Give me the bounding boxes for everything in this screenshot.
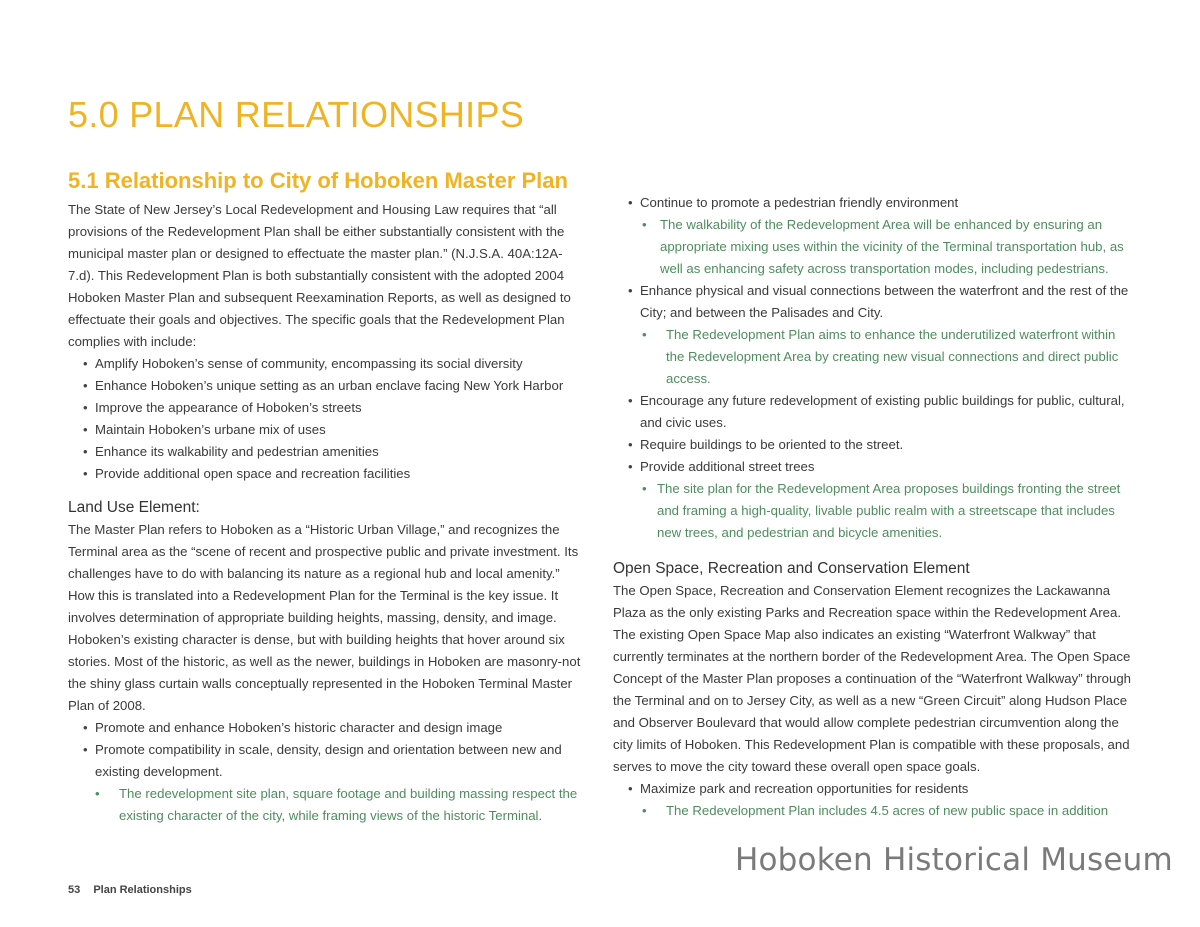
land-use-list [68, 717, 588, 827]
land-use-bullet: • Promote compatibility in scale, density, design and orientation between new and existing development. [68, 739, 588, 783]
page-number: 53 [68, 884, 81, 896]
open-space-paragraph: The Open Space, Recreation and Conservation Element recognizes the Lackawanna Plaza as the only existing Parks and Recreation space within the Redevelopment Area. The existing Open Space Map also indicates an existing “Waterfront Walkway” that currently terminates at the northern border of the Redevelopment Area. The Open Space Concept of the Master Plan proposes a continuation of the “Waterfront Walkway” through the Terminal and on to Jersey City, as well as a new “Green Circuit” along Hudson Place and Observer Boulevard that would allow complete pedestrian circumvention along the city limits of Hoboken. This Redevelopment Plan is compatible with these proposals, and serves to move the city toward these overall open space goals. [613, 583, 1131, 774]
goals-list [68, 353, 588, 485]
response-site-plan: • The site plan for the Redevelopment Area proposes buildings fronting the street and framing a high-quality, livable public realm with a streetscape that includes new trees, and pedestrian and bicycle amenities. [613, 478, 1133, 544]
goal-item: • Amplify Hoboken’s sense of community, encompassing its social diversity [68, 353, 588, 375]
land-use-bullet: • Promote and enhance Hoboken’s historic character and design image [68, 717, 588, 739]
left-column [68, 166, 588, 827]
goal-item: • Improve the appearance of Hoboken’s streets [68, 397, 588, 419]
page-title: 5.0 PLAN RELATIONSHIPS [68, 94, 525, 135]
goal-public-buildings: • Encourage any future redevelopment of existing public buildings for public, cultural, and civic uses. [613, 390, 1133, 434]
section-heading: 5.1 Relationship to City of Hoboken Master Plan [68, 168, 568, 193]
goal-item: • Enhance its walkability and pedestrian amenities [68, 441, 588, 463]
response-public-space: • The Redevelopment Plan includes 4.5 acres of new public space in addition [613, 800, 1133, 822]
goal-street-orientation: • Require buildings to be oriented to the street. [613, 434, 1133, 456]
right-column [613, 192, 1133, 822]
land-use-heading: Land Use Element: [68, 499, 200, 516]
goal-parks: • Maximize park and recreation opportunities for residents [613, 778, 1133, 800]
open-space-list [613, 778, 1133, 822]
goal-item: • Provide additional open space and recreation facilities [68, 463, 588, 485]
museum-watermark: Hoboken Historical Museum [735, 842, 1173, 878]
intro-paragraph: The State of New Jersey’s Local Redevelopment and Housing Law requires that “all provisions of the Redevelopment Plan shall be either substantially consistent with the municipal master plan or designed to effectuate the master plan.” (N.J.S.A. 40A:12A-7.d). This Redevelopment Plan is both substantially consistent with the adopted 2004 Hoboken Master Plan and subsequent Reexamination Reports, as well as designed to effectuate their goals and objectives. The specific goals that the Redevelopment Plan complies with include: [68, 202, 571, 349]
goal-street-trees: • Provide additional street trees [613, 456, 1133, 478]
master-plan-goals-list [613, 192, 1133, 544]
goal-pedestrian: • Continue to promote a pedestrian friendly environment [613, 192, 1133, 214]
goal-item: • Maintain Hoboken’s urbane mix of uses [68, 419, 588, 441]
goal-connections: • Enhance physical and visual connections between the waterfront and the rest of the City; and between the Palisades and City. [613, 280, 1133, 324]
goal-item: • Enhance Hoboken’s unique setting as an urban enclave facing New York Harbor [68, 375, 588, 397]
page-footer [68, 884, 192, 896]
open-space-heading: Open Space, Recreation and Conservation Element [613, 560, 970, 577]
footer-label: Plan Relationships [93, 884, 192, 896]
land-use-response: • The redevelopment site plan, square footage and building massing respect the existing character of the city, while framing views of the historic Terminal. [68, 783, 588, 827]
response-walkability: • The walkability of the Redevelopment Area will be enhanced by ensuring an appropriate mixing uses within the vicinity of the Terminal transportation hub, as well as enhancing safety across transportation modes, including pedestrians. [613, 214, 1133, 280]
response-waterfront: • The Redevelopment Plan aims to enhance the underutilized waterfront within the Redevelopment Area by creating new visual connections and direct public access. [613, 324, 1133, 390]
land-use-paragraph: The Master Plan refers to Hoboken as a “Historic Urban Village,” and recognizes the Terminal area as the “scene of recent and prospective public and private investment. Its challenges have to do with balancing its nature as a regional hub and local amenity.” How this is translated into a Redevelopment Plan for the Terminal is the key issue. It involves determination of appropriate building heights, massing, density, and image. Hoboken’s existing character is dense, but with building heights that hover around six stories. Most of the historic, as well as the newer, buildings in Hoboken are masonry-not the shiny glass curtain walls conceptually represented in the Hoboken Terminal Master Plan of 2008. [68, 522, 581, 713]
